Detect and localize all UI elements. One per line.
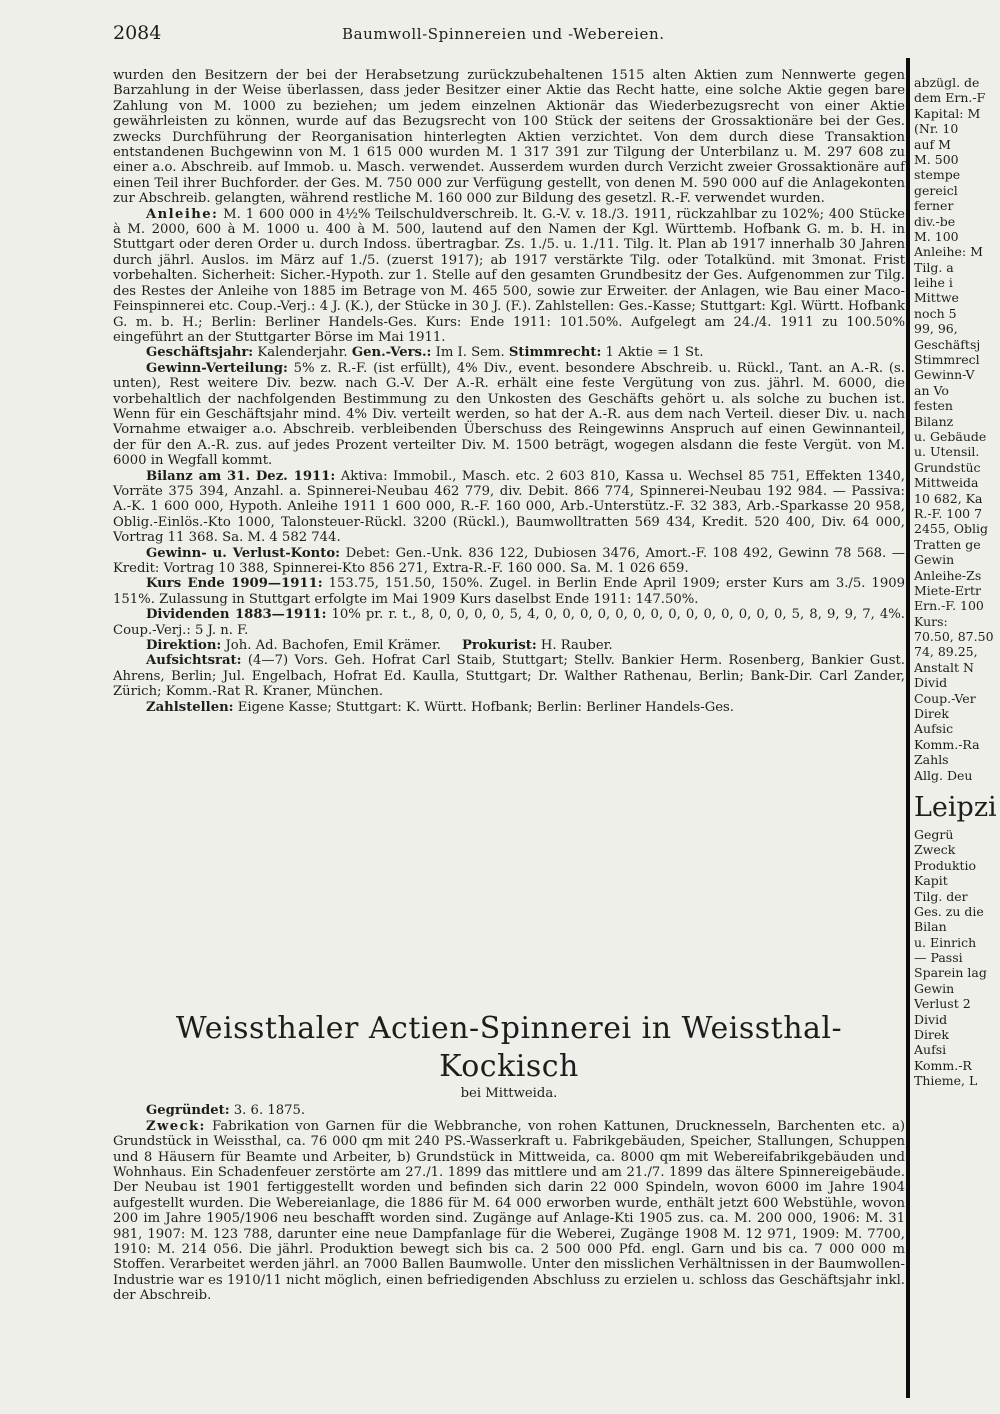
- right-column-line: 10 682, Ka: [914, 490, 983, 506]
- right-column-line: Tilg. a: [914, 259, 954, 275]
- column-divider: [906, 58, 910, 1398]
- right-column-line: — Passi: [914, 950, 963, 966]
- direktion-paragraph: [113, 638, 905, 653]
- bilanz-text: Aktiva: Immobil., Masch. etc. 2 603 810, Kassa u. Wechsel 85 751, Effekten 1340, Vorräte 375 394, Anzahl. a. Spinnerei-Neubau 462 779, div. Debit. 866 774, Spinnerei-Neubau 192 984. — Passiva: A.-K. 1 600 000, Hypoth. Anleihe 1911 1 600 000, R.-F. 160 000, Arb.-Unterstütz.-F. 32 383, Arb.-Sparkasse 20 958, Oblig.-Einlös.-Kto 1000, Talonsteuer-Rückl. 3200 (Rückl.), Baumwolltratten 569 434, Kredit. 520 400, Div. 64 000, Vortrag 11 368. Sa. M. 4 582 744.: [113, 468, 905, 546]
- right-column-line: gereicl: [914, 182, 958, 198]
- dividenden-paragraph: [113, 607, 905, 638]
- guv-paragraph: [113, 546, 905, 577]
- right-column-line: Allg. Deu: [914, 767, 973, 783]
- gewinn-verteilung-paragraph: [113, 361, 905, 469]
- gegr-label: Gegründet:: [146, 1103, 230, 1119]
- right-column-line: Bilan: [914, 919, 947, 935]
- right-column-line: M. 500: [914, 151, 959, 167]
- right-column-line: Komm.-R: [914, 1057, 972, 1073]
- anleihe-label: Anleihe:: [146, 206, 219, 222]
- right-column-line: Direk: [914, 1027, 949, 1043]
- prok-text: H. Rauber.: [540, 638, 613, 654]
- right-column-line: Gewin: [914, 552, 955, 568]
- right-column-line: Bilanz: [914, 413, 954, 429]
- right-column-line: Mittweida: [914, 475, 979, 491]
- right-column-line: Gewin: [914, 980, 955, 996]
- main-column: [113, 68, 905, 715]
- anleihe-paragraph: [113, 207, 905, 346]
- right-column-line: dem Ern.-F: [914, 90, 986, 106]
- right-column-line: Miete-Ertr: [914, 582, 981, 598]
- right-column-line: 74, 89.25,: [914, 644, 978, 660]
- ar-label: Aufsichtsrat:: [146, 653, 242, 669]
- right-column-line: Tilg. der: [914, 888, 968, 904]
- right-column-line: Gegrü: [914, 826, 954, 842]
- gv-label: Gen.-Vers.:: [351, 345, 432, 361]
- kurs-paragraph: [113, 576, 905, 607]
- right-column-line: Direk: [914, 706, 949, 722]
- right-column-line: u. Utensil.: [914, 444, 980, 460]
- right-column-line: (Nr. 10: [914, 121, 959, 137]
- right-column-line: Divid: [914, 1011, 948, 1027]
- zweck-paragraph: [113, 1119, 905, 1304]
- right-column-line: Aufsi: [914, 1042, 947, 1058]
- right-column-line: Anstalt N: [914, 659, 974, 675]
- right-column-line: Ern.-F. 100: [914, 598, 984, 614]
- right-column-line: u. Einrich: [914, 934, 977, 950]
- right-column-line: Kurs:: [914, 613, 948, 629]
- right-column-line: 99, 96,: [914, 321, 958, 337]
- page-number: 2084: [113, 22, 162, 44]
- zahlstellen-paragraph: [113, 700, 905, 715]
- company-heading: Weissthaler Actien-Spinnerei in Weissthal-Kockisch: [175, 1011, 843, 1084]
- gv-text: Im I. Sem.: [435, 345, 505, 361]
- right-column-line: festen: [914, 398, 953, 414]
- right-column-line: 70.50, 87.50: [914, 629, 994, 645]
- right-column-line: Kapital: M: [914, 105, 981, 121]
- gewinn-text: 5% z. R.-F. (ist erfüllt), 4% Div., event. besondere Abschreib. u. Rückl., Tant. an A.-R. (s. unten), Rest weitere Div. bezw. nach G.-V. Der A.-R. erhält eine feste Vergütung von zus. jährl. M. 6000, die vorbehaltlich der nachfolgenden Bestimmung zu den Unkosten des Geschäfts gehört u. als solche zu buchen ist. Wenn für ein Geschäftsjahr mind. 4% Div. verteilt werden, so hat der A.-R. aus dem nach Verteil. dieser Div. u. nach Vornahme etwaiger a.o. Abschreib. verbleibenden Überschuss des Reingewinns Anspruch auf einen Gewinnanteil, der für den A.-R. zus. auf jedes Prozent verteilter Div. M. 1500 beträgt, wogegen alsdann die feste Vergüt. von M. 6000 in Wegfall kommt.: [113, 360, 905, 469]
- right-column-line: Zweck: [914, 842, 956, 858]
- right-column-line: auf M: [914, 136, 951, 152]
- anleihe-text: M. 1 600 000 in 4½% Teilschuldverschreib. lt. G.-V. v. 18./3. 1911, rückzahlbar zu 102%; 400 Stücke à M. 2000, 600 à M. 1000 u. 400 à M. 500, lautend auf den Namen der Kgl. Württemb. Hofbank G. m. b. H. in Stuttgart oder deren Order u. durch Indoss. übertragbar. Zs. 1./5. u. 1./11. Tilg. lt. Plan ab 1917 innerhalb 30 Jahren durch jährl. Auslos. im März auf 1./5. (zuerst 1917); ab 1917 verstärkte Tilg. oder Totalkünd. mit 3monat. Frist vorbehalten. Sicherheit: Sicher.-Hypoth. zur 1. Stelle auf den gesamten Grundbesitz der Ges. Aufgenommen zur Tilg. des Restes der Anleihe von 1885 im Betrage von M. 465 500, sowie zur Erweiter. der Anlagen, wie Bau einer Maco-Feinspinnerei etc. Coup.-Verj.: 4 J. (K.), der Stücke in 30 J. (F.). Zahlstellen: Ges.-Kasse; Stuttgart: Kgl. Württ. Hofbank G. m. b. H.; Berlin: Berliner Handels-Ges. Kurs: Ende 1911: 101.50%. Aufgelegt am 24./4. 1911 zu 100.50% eingeführt an der Stuttgarter Börse im Mai 1911.: [113, 206, 905, 345]
- right-column-line: noch 5: [914, 305, 957, 321]
- guv-text: Debet: Gen.-Unk. 836 122, Dubiosen 3476, Amort.-F. 108 492, Gewinn 78 568. — Kredit: Vortrag 10 388, Spinnerei-Kto 856 271, Extra-R.-F. 160 000. Sa. M. 1 026 659.: [113, 545, 905, 576]
- gewinn-label: Gewinn-Verteilung:: [146, 360, 288, 376]
- right-column-line: Verlust 2: [914, 996, 971, 1012]
- right-column-line: stempe: [914, 167, 961, 183]
- company-section: [113, 1010, 905, 1304]
- right-column-line: Ges. zu die: [914, 903, 984, 919]
- right-column-line: div.-be: [914, 213, 956, 229]
- right-column-line: R.-F. 100 7: [914, 505, 983, 521]
- right-column-line: Divid: [914, 675, 948, 691]
- zweck-text: Fabrikation von Garnen für die Webbranche, von rohen Kattunen, Drucknesseln, Barchenten etc. a) Grundstück in Weissthal, ca. 76 000 qm mit 240 PS.-Wasserkraft u. Fabrikgebäuden, Speicher, Stallungen, Schuppen und 8 Häusern für Beamte und Arbeiter, b) Grundstück in Mittweida, ca. 8000 qm mit Webereifabrikgebäuden und Wohnhaus. Ein Schadenfeuer zerstörte am 27./1. 1899 das mittlere und am 21./7. 1899 das ältere Spinnereigebäude. Der Neubau ist 1901 fertiggestellt worden und befinden sich darin 22 000 Spindeln, wovon 6000 im Jahre 1904 aufgestellt wurden. Die Webereianlage, die 1886 für M. 64 000 erworben wurde, enthält jetzt 600 Webstühle, wovon 200 im Jahre 1905/1906 neu beschafft worden sind. Zugänge auf Anlage-Kti 1905 zus. ca. M. 200 000, 1906: M. 31 981, 1907: M. 123 788, darunter eine neue Dampfanlage für die Weberei, Zugänge 1908 M. 12 971, 1909: M. 7700, 1910: M. 214 056. Die jährl. Produktion bewegt sich bis ca. 2 500 000 Pfd. engl. Garn und bis ca. 7 000 000 m Stoffen. Verarbeitet werden jährl. an 7000 Ballen Baumwolle. Unter den misslichen Verhältnissen in der Baumwollen-Industrie war es 1910/11 nicht möglich, einen befriedigenden Abschluss zu erzielen u. schloss das Geschäftsjahr inkl. der Abschreib.: [113, 1118, 905, 1304]
- gegr-text: 3. 6. 1875.: [233, 1103, 306, 1119]
- right-column-line: Thieme, L: [914, 1073, 978, 1089]
- gj-text: Kalenderjahr.: [257, 345, 348, 361]
- right-column-line: 2455, Oblig: [914, 521, 989, 537]
- running-title: Baumwoll-Spinnereien und -Webereien.: [342, 25, 665, 43]
- dir-text: Joh. Ad. Bachofen, Emil Krämer.: [225, 638, 442, 654]
- right-column-line: Stimmrecl: [914, 352, 980, 368]
- bilanz-label: Bilanz am 31. Dez. 1911:: [146, 468, 336, 484]
- ar-text: (4—7) Vors. Geh. Hofrat Carl Staib, Stuttgart; Stellv. Bankier Herm. Rosenberg, Bankier Gust. Ahrens, Berlin; Jul. Engelbach, Hofrat Ed. Kaulla, Stuttgart; Dr. Walther Rathenau, Berlin; Bank-Dir. Carl Zander, Zürich; Komm.-Rat R. Kraner, München.: [113, 653, 905, 700]
- gegruendet-paragraph: [113, 1103, 905, 1118]
- kurs-text: 153.75, 151.50, 150%. Zugel. in Berlin Ende April 1909; erster Kurs am 3./5. 1909 151%. Zulassung in Stuttgart erfolgte im Mai 1909 Kurs daselbst Ende 1911: 147.50%.: [113, 576, 905, 607]
- right-column-line: ferner: [914, 198, 954, 214]
- right-column-line: Grundstüc: [914, 459, 981, 475]
- right-column-line: Tratten ge: [914, 536, 981, 552]
- st-text: 1 Aktie = 1 St.: [605, 345, 704, 361]
- intro-paragraph: wurden den Besitzern der bei der Herabsetzung zurückzubehaltenen 1515 alten Aktien zum Nennwerte gegen Barzahlung in der Weise überlassen, dass jeder Besitzer einer Aktie das Recht hatte, eine solche Aktie gegen bare Zahlung von M. 1000 zu beziehen; um jedem einzelnen Aktionär das Wiederbezugsrecht von einer Aktie gewährleisten zu können, wurde auf das Bezugsrecht von 100 Stück der seitens der Grossaktionäre bei der Ges. zwecks Durchführung der Reorganisation hinterlegten Aktien verzichtet. Von dem durch diese Transaktion entstandenen Buchgewinn von M. 1 615 000 wurden M. 1 317 391 zur Tilgung der Unterbilanz u. M. 297 608 zu einer a.o. Abschreib. auf Immob. u. Masch. verwendet. Ausserdem wurden durch Verzicht zweier Grossaktionäre auf einen Teil ihrer Buchforder. der Ges. M. 750 000 zur Verfügung gestellt, von denen M. 590 000 auf die Anlagekonten zur Abschreib. gelangten, während restliche M. 160 000 zur Bildung des gesetzl. R.-F. verwendet wurden.: [113, 68, 905, 207]
- right-column-line: Anleihe-Zs: [914, 567, 982, 583]
- aufsichtsrat-paragraph: [113, 653, 905, 699]
- right-column-line: Anleihe: M: [914, 244, 983, 260]
- zs-text: Eigene Kasse; Stuttgart: K. Württ. Hofbank; Berlin: Berliner Handels-Ges.: [237, 699, 734, 715]
- company-subheading: bei Mittweida.: [460, 1086, 558, 1101]
- right-column-line: M. 100: [914, 228, 959, 244]
- right-column-line: Gewinn-V: [914, 367, 975, 383]
- right-column-line: Sparein lag: [914, 965, 987, 981]
- div-label: Dividenden 1883—1911:: [146, 607, 327, 623]
- prok-label: Prokurist:: [461, 638, 537, 654]
- right-column-line: Zahls: [914, 752, 949, 768]
- right-column-line: leihe i: [914, 275, 953, 291]
- right-column-line: Kapit: [914, 873, 948, 889]
- guv-label: Gewinn- u. Verlust-Konto:: [146, 545, 340, 561]
- right-column-fragment: [914, 75, 1000, 1089]
- right-column-line: abzügl. de: [914, 75, 980, 90]
- zweck-label: Zweck:: [146, 1118, 206, 1134]
- right-column-line: Aufsic: [914, 721, 954, 737]
- right-column-line: Komm.-Ra: [914, 736, 980, 752]
- right-column-line: u. Gebäude: [914, 428, 987, 444]
- st-label: Stimmrecht:: [508, 345, 602, 361]
- right-column-line: Produktio: [914, 857, 977, 873]
- right-column-line: an Vo: [914, 382, 949, 398]
- right-column-line: Coup.-Ver: [914, 690, 976, 706]
- div-text: 10% pr. r. t., 8, 0, 0, 0, 0, 5, 4, 0, 0, 0, 0, 0, 0, 0, 0, 0, 0, 0, 0, 0, 0, 5, 8, 9, 9, 7, 4%. Coup.-Verj.: 5 J. n. F.: [113, 607, 905, 638]
- gj-label: Geschäftsjahr:: [146, 345, 254, 361]
- bilanz-paragraph: [113, 469, 905, 546]
- kurs-label: Kurs Ende 1909—1911:: [146, 576, 323, 592]
- right-column-heading: Leipzi: [914, 791, 997, 823]
- geschaeftsjahr-paragraph: [113, 345, 905, 360]
- right-column-line: Geschäftsj: [914, 336, 981, 352]
- zs-label: Zahlstellen:: [146, 699, 234, 715]
- right-column-line: Mittwe: [914, 290, 959, 306]
- dir-label: Direktion:: [146, 638, 222, 654]
